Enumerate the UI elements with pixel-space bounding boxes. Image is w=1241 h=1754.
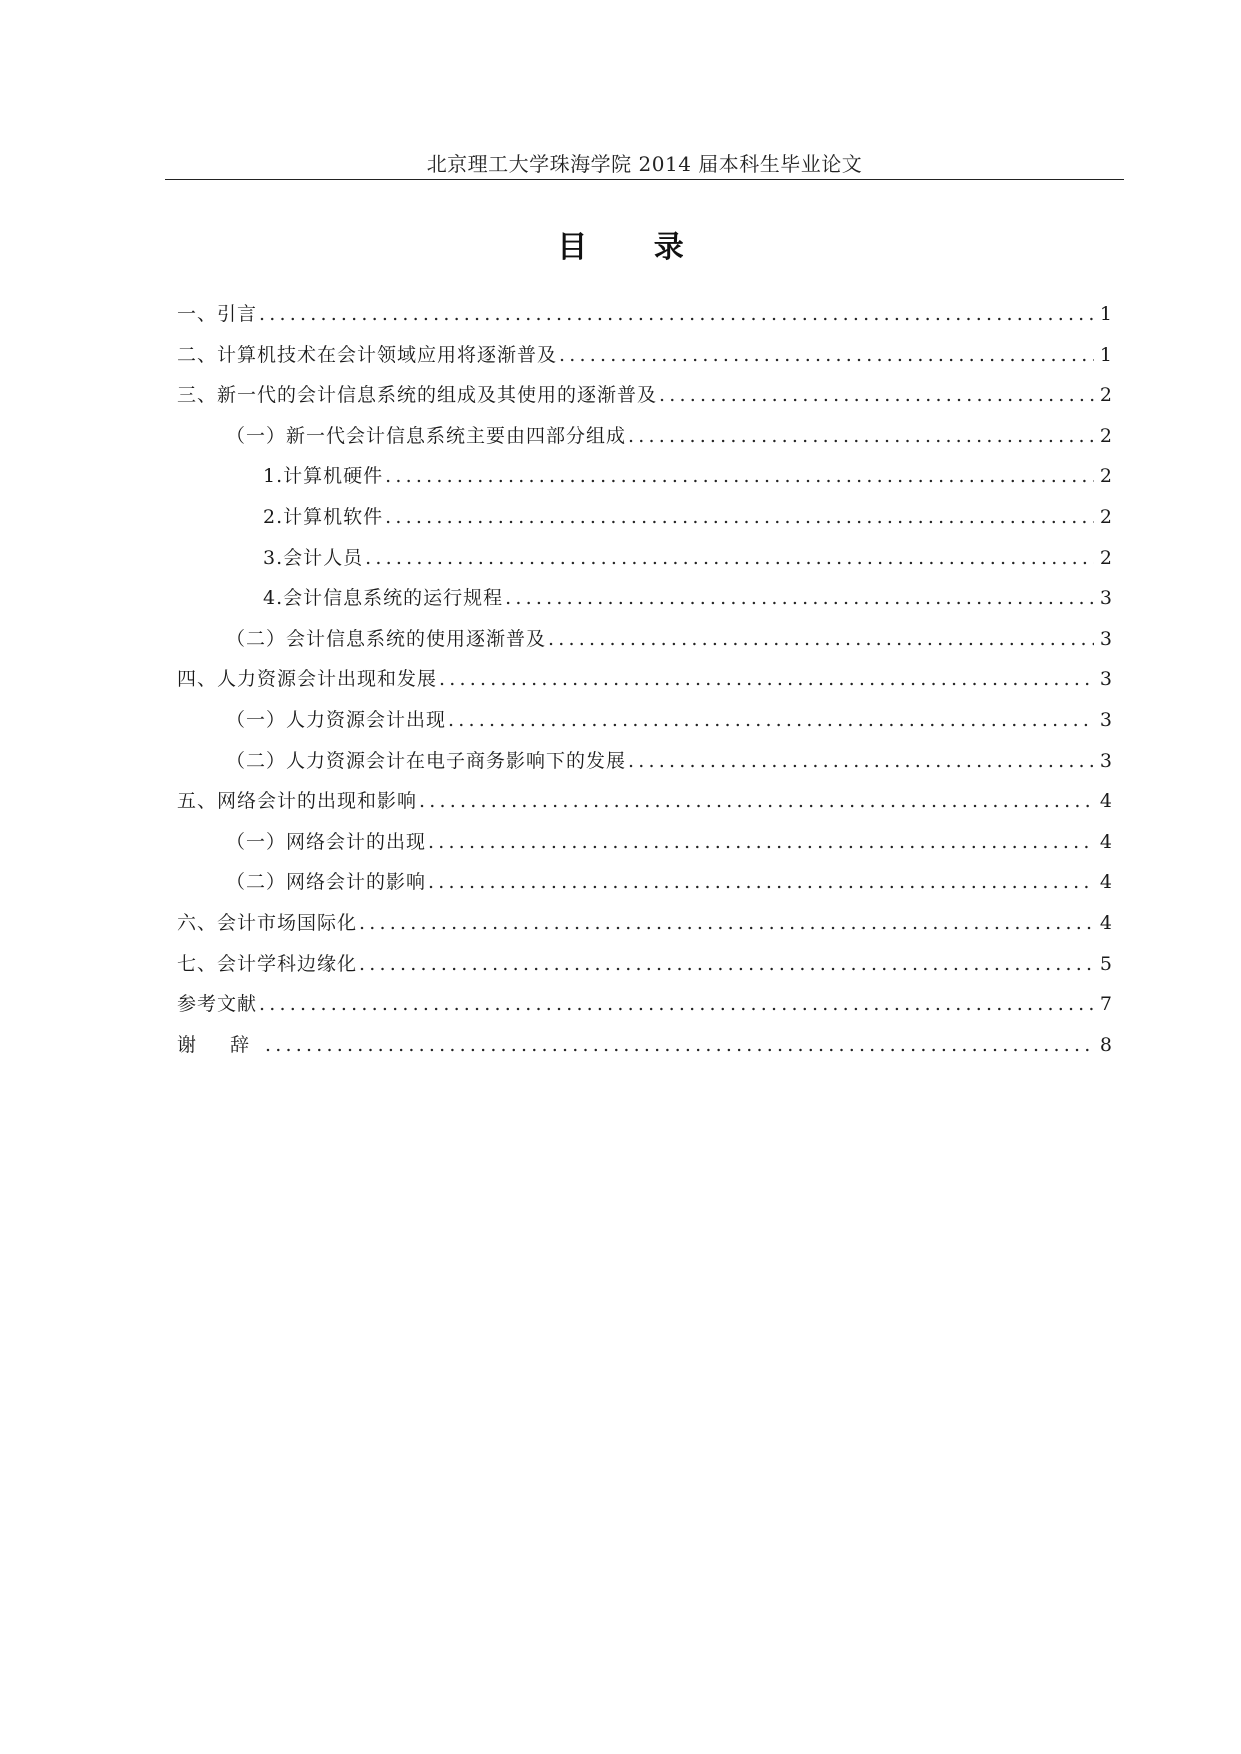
toc-entry-page: 2	[1099, 505, 1112, 528]
toc-entry-label: 三、新一代的会计信息系统的组成及其使用的逐渐普及	[177, 384, 658, 407]
toc-leader-dots	[559, 344, 1094, 366]
toc-entry[interactable]	[177, 786, 1112, 827]
toc-entry-page: 8	[1099, 1033, 1112, 1056]
toc-entry-label: （一）人力资源会计出现	[226, 708, 447, 731]
toc-leader-dots	[385, 506, 1094, 528]
toc-leader-dots	[359, 912, 1094, 934]
toc-entry[interactable]	[177, 949, 1112, 990]
toc-entry-page: 4	[1099, 871, 1112, 894]
toc-entry-page: 4	[1099, 911, 1112, 934]
toc-entry-label: （二）人力资源会计在电子商务影响下的发展	[226, 749, 627, 772]
toc-entry[interactable]	[177, 1030, 1112, 1071]
toc-entry-page: 3	[1099, 627, 1112, 650]
toc-title: 目 录	[557, 230, 712, 265]
toc-entry[interactable]	[177, 664, 1112, 705]
toc-entry[interactable]	[177, 989, 1112, 1030]
table-of-contents	[177, 299, 1112, 1070]
toc-entry-page: 4	[1099, 790, 1112, 813]
toc-entry-label: 参考文献	[177, 993, 258, 1016]
toc-leader-dots	[259, 303, 1094, 325]
toc-leader-dots	[359, 953, 1094, 975]
toc-entry[interactable]	[177, 461, 1112, 502]
toc-entry-page: 3	[1099, 708, 1112, 731]
toc-leader-dots	[428, 831, 1094, 853]
toc-leader-dots	[548, 628, 1094, 650]
toc-entry-label: （一）新一代会计信息系统主要由四部分组成	[226, 424, 627, 447]
toc-entry-page: 3	[1099, 749, 1112, 772]
toc-entry-page: 2	[1099, 384, 1112, 407]
toc-leader-dots	[259, 993, 1094, 1015]
toc-entry[interactable]	[177, 746, 1112, 787]
toc-entry-page: 3	[1099, 668, 1112, 691]
toc-entry-label: （二）会计信息系统的使用逐渐普及	[226, 627, 547, 650]
toc-entry-label: 谢 辞	[177, 1033, 264, 1056]
toc-entry-label: （一）网络会计的出现	[226, 830, 427, 853]
toc-entry[interactable]	[177, 299, 1112, 340]
toc-entry-page: 2	[1099, 546, 1112, 569]
toc-entry[interactable]	[177, 502, 1112, 543]
toc-leader-dots	[428, 871, 1094, 893]
toc-entry-page: 1	[1099, 343, 1112, 366]
toc-leader-dots	[265, 1034, 1094, 1056]
toc-entry-page: 7	[1099, 993, 1112, 1016]
toc-leader-dots	[365, 547, 1094, 569]
page-header: 北京理工大学珠海学院 2014 届本科生毕业论文	[426, 152, 863, 176]
toc-entry-label: 六、会计市场国际化	[177, 911, 358, 934]
toc-entry-label: 五、网络会计的出现和影响	[177, 790, 418, 813]
toc-entry[interactable]	[177, 380, 1112, 421]
toc-entry-label: 1.计算机硬件	[263, 465, 384, 488]
toc-leader-dots	[505, 587, 1094, 609]
toc-entry[interactable]	[177, 624, 1112, 665]
toc-entry-label: （二）网络会计的影响	[226, 871, 427, 894]
toc-leader-dots	[448, 709, 1094, 731]
toc-entry[interactable]	[177, 583, 1112, 624]
toc-entry[interactable]	[177, 827, 1112, 868]
toc-entry-page: 1	[1099, 303, 1112, 325]
toc-leader-dots	[419, 790, 1094, 812]
toc-entry-label: 4.会计信息系统的运行规程	[263, 587, 504, 610]
toc-leader-dots	[659, 384, 1094, 406]
toc-entry-page: 4	[1099, 830, 1112, 853]
toc-entry-label: 四、人力资源会计出现和发展	[177, 668, 438, 691]
toc-entry[interactable]	[177, 908, 1112, 949]
toc-entry[interactable]	[177, 340, 1112, 381]
toc-entry[interactable]	[177, 867, 1112, 908]
toc-entry-page: 2	[1099, 465, 1112, 488]
toc-leader-dots	[385, 465, 1094, 487]
toc-entry-label: 3.会计人员	[263, 546, 364, 569]
toc-entry-page: 2	[1099, 424, 1112, 447]
toc-entry-label: 二、计算机技术在会计领域应用将逐渐普及	[177, 343, 558, 366]
toc-entry[interactable]	[177, 543, 1112, 584]
header-rule	[165, 179, 1124, 180]
toc-leader-dots	[628, 425, 1094, 447]
toc-entry-page: 5	[1099, 952, 1112, 975]
toc-entry-page: 3	[1099, 587, 1112, 610]
toc-entry[interactable]	[177, 705, 1112, 746]
toc-leader-dots	[628, 750, 1094, 772]
toc-entry-label: 2.计算机软件	[263, 505, 384, 528]
toc-entry-label: 一、引言	[177, 303, 258, 325]
toc-entry-label: 七、会计学科边缘化	[177, 952, 358, 975]
toc-entry[interactable]	[177, 421, 1112, 462]
toc-leader-dots	[439, 668, 1094, 690]
